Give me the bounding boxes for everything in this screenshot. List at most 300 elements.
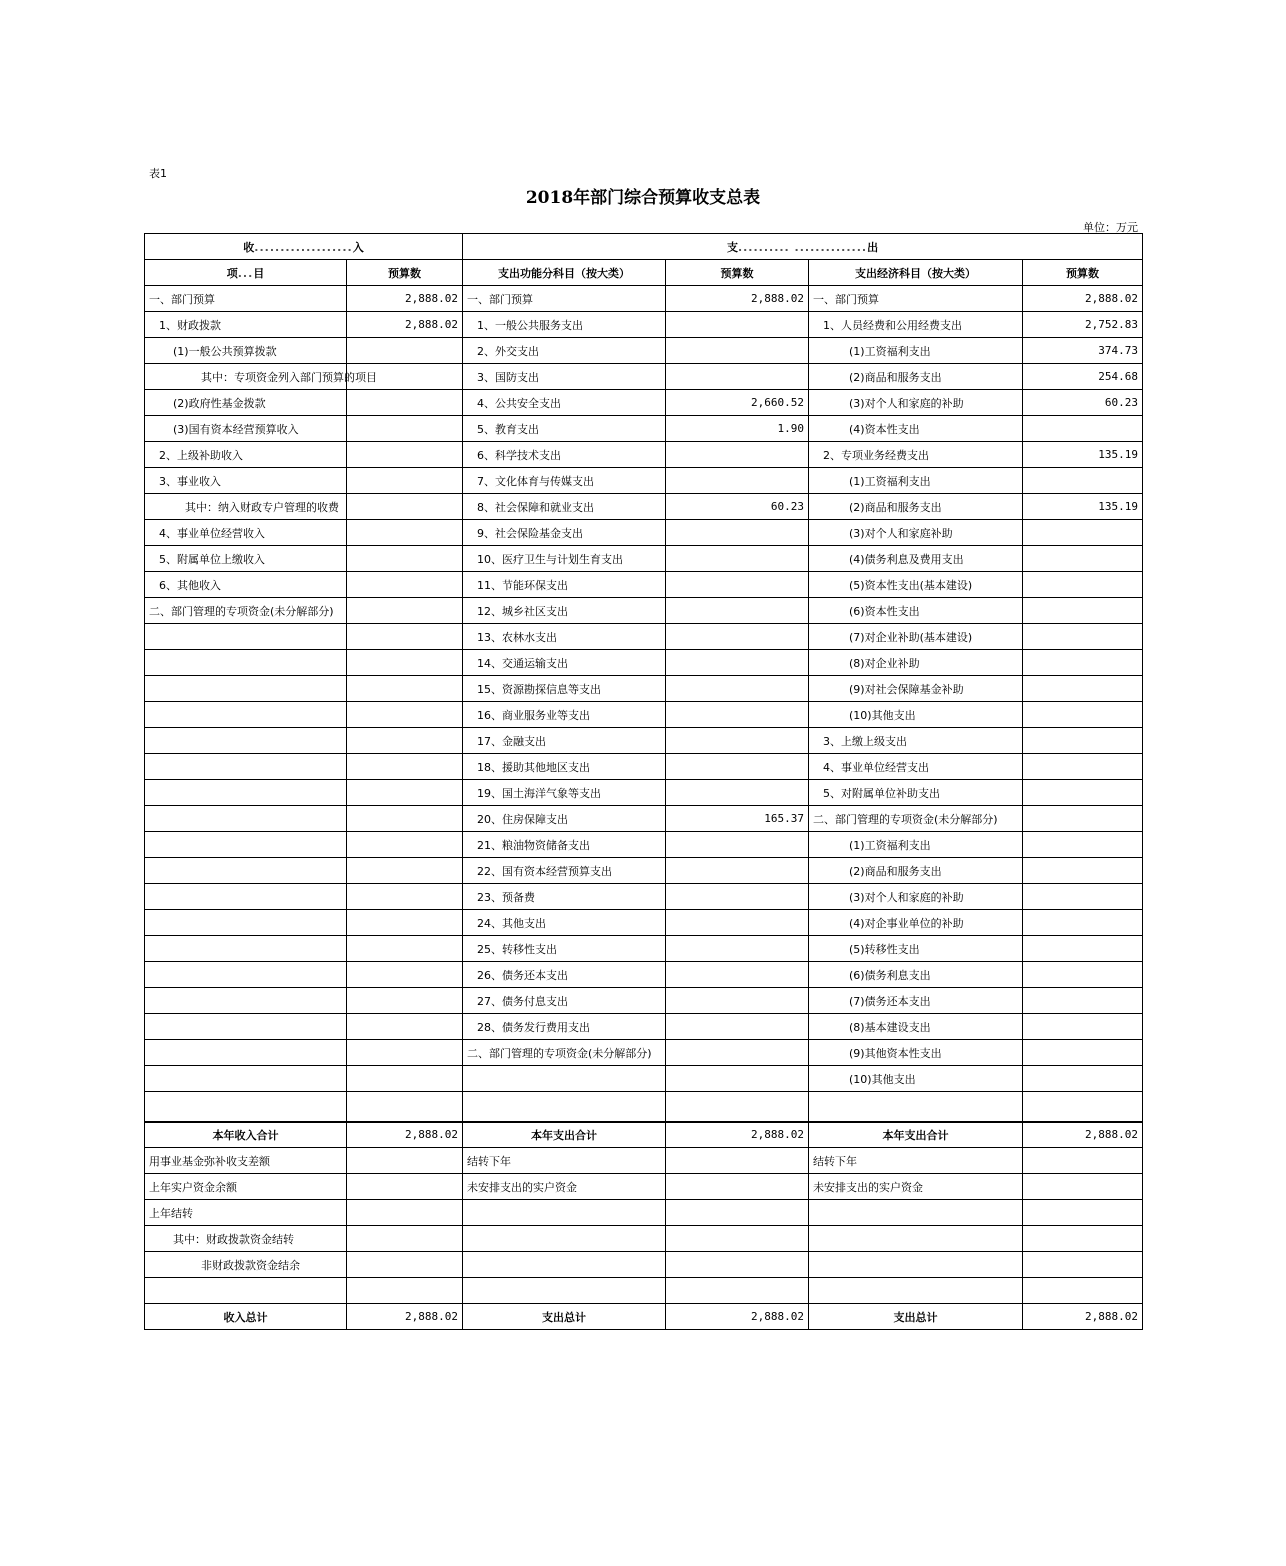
econ-item: (9)其他资本性支出 — [809, 1040, 1023, 1066]
econ-budget-value — [1023, 1040, 1143, 1066]
func-budget-value — [666, 780, 809, 806]
func-grand-value: 2,888.02 — [666, 1304, 809, 1330]
income-item: 1、财政拨款 — [145, 312, 347, 338]
econ-item: (10)其他支出 — [809, 1066, 1023, 1092]
col-header-budget-func: 预算数 — [666, 260, 809, 286]
econ-budget-value — [1023, 676, 1143, 702]
econ-budget-value — [1023, 1200, 1143, 1226]
func-item — [463, 1278, 666, 1304]
income-item — [145, 884, 347, 910]
econ-budget-value — [1023, 780, 1143, 806]
table-row — [145, 858, 1143, 884]
econ-budget-value: 2,888.02 — [1023, 286, 1143, 312]
income-budget-value — [347, 468, 463, 494]
table-row — [145, 780, 1143, 806]
econ-item: 2、专项业务经费支出 — [809, 442, 1023, 468]
income-budget-value — [347, 520, 463, 546]
income-item: (1)一般公共预算拨款 — [145, 338, 347, 364]
income-item — [145, 624, 347, 650]
table-row — [145, 1148, 1143, 1174]
econ-budget-value: 254.68 — [1023, 364, 1143, 390]
econ-budget-value: 60.23 — [1023, 390, 1143, 416]
table-row — [145, 676, 1143, 702]
econ-budget-value — [1023, 754, 1143, 780]
table-row — [145, 390, 1143, 416]
econ-item: (8)对企业补助 — [809, 650, 1023, 676]
func-item — [463, 1092, 666, 1122]
func-item — [463, 1252, 666, 1278]
expense-title-dots: .......... .............. — [737, 240, 868, 254]
table-row — [145, 494, 1143, 520]
func-item: 5、教育支出 — [463, 416, 666, 442]
col-header-func: 支出功能分科目（按大类） — [463, 260, 666, 286]
table-row — [145, 520, 1143, 546]
func-budget-value — [666, 650, 809, 676]
table-row — [145, 546, 1143, 572]
econ-item: 结转下年 — [809, 1148, 1023, 1174]
expense-title-start: 支 — [726, 240, 738, 254]
econ-budget-value — [1023, 1174, 1143, 1200]
econ-item: (3)对个人和家庭的补助 — [809, 884, 1023, 910]
income-item — [145, 806, 347, 832]
func-budget-value — [666, 364, 809, 390]
income-budget-value: 2,888.02 — [347, 312, 463, 338]
income-budget-value — [347, 1252, 463, 1278]
func-grand-label: 支出总计 — [463, 1304, 666, 1330]
income-item — [145, 1014, 347, 1040]
section-header-row — [145, 234, 1143, 260]
func-budget-value — [666, 598, 809, 624]
income-budget-value — [347, 1092, 463, 1122]
income-budget-value — [347, 442, 463, 468]
econ-budget-value — [1023, 702, 1143, 728]
econ-item: 二、部门管理的专项资金(未分解部分) — [809, 806, 1023, 832]
income-budget-value — [347, 780, 463, 806]
income-budget-value — [347, 702, 463, 728]
income-item: 其中：纳入财政专户管理的收费 — [145, 494, 347, 520]
income-section-header — [145, 234, 463, 260]
income-item — [145, 936, 347, 962]
income-item — [145, 832, 347, 858]
income-budget-value — [347, 1148, 463, 1174]
budget-table — [144, 233, 1143, 1330]
econ-item: (1)工资福利支出 — [809, 468, 1023, 494]
func-item: 18、援助其他地区支出 — [463, 754, 666, 780]
econ-budget-value: 2,752.83 — [1023, 312, 1143, 338]
table-row — [145, 598, 1143, 624]
income-item — [145, 1040, 347, 1066]
income-budget-value — [347, 676, 463, 702]
income-item: 3、事业收入 — [145, 468, 347, 494]
econ-item: 一、部门预算 — [809, 286, 1023, 312]
func-budget-value — [666, 338, 809, 364]
econ-item: (4)债务利息及费用支出 — [809, 546, 1023, 572]
func-item: 结转下年 — [463, 1148, 666, 1174]
econ-item — [809, 1252, 1023, 1278]
table-row — [145, 416, 1143, 442]
income-item — [145, 676, 347, 702]
income-total-value: 2,888.02 — [347, 1122, 463, 1148]
func-item: 21、粮油物资储备支出 — [463, 832, 666, 858]
income-item: 用事业基金弥补收支差额 — [145, 1148, 347, 1174]
income-item: 2、上级补助收入 — [145, 442, 347, 468]
func-item: 8、社会保障和就业支出 — [463, 494, 666, 520]
econ-budget-value — [1023, 832, 1143, 858]
econ-budget-value — [1023, 910, 1143, 936]
econ-item — [809, 1226, 1023, 1252]
econ-item: (1)工资福利支出 — [809, 832, 1023, 858]
income-budget-value — [347, 494, 463, 520]
income-budget-value — [347, 884, 463, 910]
func-budget-value — [666, 520, 809, 546]
col-header-item — [145, 260, 347, 286]
econ-budget-value — [1023, 962, 1143, 988]
func-budget-value — [666, 1226, 809, 1252]
table-row — [145, 1278, 1143, 1304]
func-item: 12、城乡社区支出 — [463, 598, 666, 624]
func-item: 26、债务还本支出 — [463, 962, 666, 988]
income-budget-value — [347, 1174, 463, 1200]
func-budget-value — [666, 728, 809, 754]
econ-budget-value — [1023, 416, 1143, 442]
func-item: 17、金融支出 — [463, 728, 666, 754]
func-item: 14、交通运输支出 — [463, 650, 666, 676]
econ-budget-value — [1023, 546, 1143, 572]
table-row — [145, 1014, 1143, 1040]
econ-budget-value — [1023, 650, 1143, 676]
func-budget-value — [666, 988, 809, 1014]
table-row — [145, 442, 1143, 468]
income-budget-value — [347, 754, 463, 780]
table-row — [145, 728, 1143, 754]
column-header-row — [145, 260, 1143, 286]
income-budget-value — [347, 650, 463, 676]
table-row — [145, 364, 1143, 390]
income-budget-value — [347, 806, 463, 832]
func-budget-value — [666, 1252, 809, 1278]
income-item: 4、事业单位经营收入 — [145, 520, 347, 546]
income-grand-value: 2,888.02 — [347, 1304, 463, 1330]
income-budget-value — [347, 1040, 463, 1066]
econ-item: (3)对个人和家庭的补助 — [809, 390, 1023, 416]
func-budget-value — [666, 832, 809, 858]
func-budget-value: 2,660.52 — [666, 390, 809, 416]
func-item: 16、商业服务业等支出 — [463, 702, 666, 728]
econ-budget-value — [1023, 936, 1143, 962]
econ-total-value: 2,888.02 — [1023, 1122, 1143, 1148]
econ-budget-value — [1023, 1014, 1143, 1040]
econ-item: (8)基本建设支出 — [809, 1014, 1023, 1040]
col-item-dots: ... — [237, 266, 254, 280]
table-row — [145, 806, 1143, 832]
table-row — [145, 1226, 1143, 1252]
func-total-value: 2,888.02 — [666, 1122, 809, 1148]
econ-item: (4)资本性支出 — [809, 416, 1023, 442]
income-item: 二、部门管理的专项资金(未分解部分) — [145, 598, 347, 624]
econ-budget-value — [1023, 988, 1143, 1014]
func-budget-value: 2,888.02 — [666, 286, 809, 312]
income-item: 非财政拨款资金结余 — [145, 1252, 347, 1278]
income-budget-value — [347, 572, 463, 598]
income-budget-value — [347, 1066, 463, 1092]
grand-total-row — [145, 1304, 1143, 1330]
func-budget-value — [666, 754, 809, 780]
table-row — [145, 312, 1143, 338]
econ-item — [809, 1200, 1023, 1226]
func-budget-value — [666, 1066, 809, 1092]
income-budget-value: 2,888.02 — [347, 286, 463, 312]
func-item: 未安排支出的实户资金 — [463, 1174, 666, 1200]
func-budget-value — [666, 1278, 809, 1304]
econ-item: (4)对企事业单位的补助 — [809, 910, 1023, 936]
income-item: (3)国有资本经营预算收入 — [145, 416, 347, 442]
econ-budget-value — [1023, 1092, 1143, 1122]
income-item — [145, 754, 347, 780]
func-budget-value — [666, 1092, 809, 1122]
econ-item: (2)商品和服务支出 — [809, 494, 1023, 520]
func-item: 24、其他支出 — [463, 910, 666, 936]
func-budget-value — [666, 1040, 809, 1066]
func-budget-value — [666, 884, 809, 910]
func-item: 2、外交支出 — [463, 338, 666, 364]
func-item: 4、公共安全支出 — [463, 390, 666, 416]
func-budget-value — [666, 936, 809, 962]
income-budget-value — [347, 624, 463, 650]
func-budget-value — [666, 572, 809, 598]
income-item: 一、部门预算 — [145, 286, 347, 312]
income-item — [145, 1278, 347, 1304]
econ-item: (3)对个人和家庭补助 — [809, 520, 1023, 546]
table-row — [145, 624, 1143, 650]
table-row — [145, 1174, 1143, 1200]
income-budget-value — [347, 936, 463, 962]
income-budget-value — [347, 910, 463, 936]
table-row — [145, 962, 1143, 988]
table-row — [145, 1252, 1143, 1278]
income-item: 6、其他收入 — [145, 572, 347, 598]
income-item: (2)政府性基金拨款 — [145, 390, 347, 416]
income-item — [145, 962, 347, 988]
func-item: 二、部门管理的专项资金(未分解部分) — [463, 1040, 666, 1066]
income-item — [145, 1092, 347, 1122]
func-budget-value — [666, 442, 809, 468]
econ-budget-value — [1023, 1066, 1143, 1092]
col-header-budget-income: 预算数 — [347, 260, 463, 286]
func-item: 27、债务付息支出 — [463, 988, 666, 1014]
expense-title-end: 出 — [867, 240, 879, 254]
func-budget-value — [666, 910, 809, 936]
income-item — [145, 988, 347, 1014]
income-budget-value — [347, 962, 463, 988]
income-budget-value — [347, 1014, 463, 1040]
func-budget-value: 1.90 — [666, 416, 809, 442]
econ-item: (1)工资福利支出 — [809, 338, 1023, 364]
income-budget-value — [347, 988, 463, 1014]
table-row — [145, 650, 1143, 676]
econ-budget-value: 135.19 — [1023, 442, 1143, 468]
econ-budget-value — [1023, 1148, 1143, 1174]
income-budget-value — [347, 338, 463, 364]
income-item — [145, 780, 347, 806]
table-row — [145, 1092, 1143, 1122]
func-item: 20、住房保障支出 — [463, 806, 666, 832]
income-item: 5、附属单位上缴收入 — [145, 546, 347, 572]
income-item: 其中：财政拨款资金结转 — [145, 1226, 347, 1252]
table-row — [145, 338, 1143, 364]
income-item — [145, 650, 347, 676]
econ-item: 4、事业单位经营支出 — [809, 754, 1023, 780]
expense-section-header — [463, 234, 1143, 260]
income-item — [145, 858, 347, 884]
econ-item: (5)资本性支出(基本建设) — [809, 572, 1023, 598]
econ-budget-value — [1023, 572, 1143, 598]
table-label: 表1 — [149, 167, 167, 180]
income-total-label: 本年收入合计 — [145, 1122, 347, 1148]
func-budget-value — [666, 624, 809, 650]
econ-budget-value: 374.73 — [1023, 338, 1143, 364]
func-budget-value: 165.37 — [666, 806, 809, 832]
econ-budget-value: 135.19 — [1023, 494, 1143, 520]
col-item-end: 目 — [253, 266, 265, 280]
econ-item: (5)转移性支出 — [809, 936, 1023, 962]
econ-budget-value — [1023, 1252, 1143, 1278]
econ-budget-value — [1023, 806, 1143, 832]
table-row — [145, 1040, 1143, 1066]
func-item: 11、节能环保支出 — [463, 572, 666, 598]
func-item: 6、科学技术支出 — [463, 442, 666, 468]
func-item: 15、资源勘探信息等支出 — [463, 676, 666, 702]
func-item: 10、医疗卫生与计划生育支出 — [463, 546, 666, 572]
income-item — [145, 1066, 347, 1092]
income-budget-value — [347, 832, 463, 858]
func-total-label: 本年支出合计 — [463, 1122, 666, 1148]
income-budget-value — [347, 1226, 463, 1252]
func-item: 22、国有资本经营预算支出 — [463, 858, 666, 884]
func-item: 28、债务发行费用支出 — [463, 1014, 666, 1040]
econ-item: (7)债务还本支出 — [809, 988, 1023, 1014]
econ-budget-value — [1023, 598, 1143, 624]
econ-budget-value — [1023, 728, 1143, 754]
func-budget-value: 60.23 — [666, 494, 809, 520]
col-header-budget-econ: 预算数 — [1023, 260, 1143, 286]
income-title-end: 入 — [352, 240, 364, 254]
func-budget-value — [666, 1200, 809, 1226]
econ-item: 3、上缴上级支出 — [809, 728, 1023, 754]
econ-item: 1、人员经费和公用经费支出 — [809, 312, 1023, 338]
econ-item — [809, 1092, 1023, 1122]
func-budget-value — [666, 676, 809, 702]
func-item: 7、文化体育与传媒支出 — [463, 468, 666, 494]
func-item: 一、部门预算 — [463, 286, 666, 312]
econ-grand-value: 2,888.02 — [1023, 1304, 1143, 1330]
func-item: 25、转移性支出 — [463, 936, 666, 962]
func-item: 19、国土海洋气象等支出 — [463, 780, 666, 806]
income-grand-label: 收入总计 — [145, 1304, 347, 1330]
econ-item: (10)其他支出 — [809, 702, 1023, 728]
func-item: 9、社会保险基金支出 — [463, 520, 666, 546]
table-row — [145, 832, 1143, 858]
func-item: 3、国防支出 — [463, 364, 666, 390]
func-item: 1、一般公共服务支出 — [463, 312, 666, 338]
col-item-start: 项 — [226, 266, 238, 280]
income-item: 其中：专项资金列入部门预算的项目 — [145, 364, 347, 390]
income-item — [145, 728, 347, 754]
econ-item: 5、对附属单位补助支出 — [809, 780, 1023, 806]
income-budget-value — [347, 598, 463, 624]
table-row — [145, 1066, 1143, 1092]
econ-budget-value — [1023, 858, 1143, 884]
income-budget-value — [347, 1200, 463, 1226]
income-title-dots: ................... — [254, 240, 353, 254]
econ-item: (2)商品和服务支出 — [809, 858, 1023, 884]
func-budget-value — [666, 962, 809, 988]
func-item — [463, 1226, 666, 1252]
income-budget-value — [347, 416, 463, 442]
table-row — [145, 936, 1143, 962]
table-row — [145, 702, 1143, 728]
income-budget-value — [347, 858, 463, 884]
econ-item: (6)资本性支出 — [809, 598, 1023, 624]
econ-budget-value — [1023, 468, 1143, 494]
income-item: 上年结转 — [145, 1200, 347, 1226]
econ-item: (6)债务利息支出 — [809, 962, 1023, 988]
func-item — [463, 1066, 666, 1092]
income-item — [145, 910, 347, 936]
econ-item: (9)对社会保障基金补助 — [809, 676, 1023, 702]
econ-budget-value — [1023, 1278, 1143, 1304]
page-title: 2018年部门综合预算收支总表 — [525, 188, 761, 208]
econ-budget-value — [1023, 520, 1143, 546]
func-budget-value — [666, 312, 809, 338]
econ-item — [809, 1278, 1023, 1304]
func-budget-value — [666, 858, 809, 884]
econ-budget-value — [1023, 624, 1143, 650]
func-budget-value — [666, 1014, 809, 1040]
table-row — [145, 286, 1143, 312]
table-row — [145, 754, 1143, 780]
table-row — [145, 468, 1143, 494]
econ-item: (2)商品和服务支出 — [809, 364, 1023, 390]
table-row — [145, 910, 1143, 936]
income-budget-value — [347, 728, 463, 754]
income-budget-value — [347, 390, 463, 416]
func-item — [463, 1200, 666, 1226]
func-budget-value — [666, 468, 809, 494]
annual-total-row — [145, 1122, 1143, 1148]
econ-grand-label: 支出总计 — [809, 1304, 1023, 1330]
econ-budget-value — [1023, 1226, 1143, 1252]
income-budget-value — [347, 1278, 463, 1304]
income-title-start: 收 — [243, 240, 255, 254]
econ-item: 未安排支出的实户资金 — [809, 1174, 1023, 1200]
func-budget-value — [666, 1174, 809, 1200]
income-budget-value — [347, 546, 463, 572]
func-item: 13、农林水支出 — [463, 624, 666, 650]
table-row — [145, 988, 1143, 1014]
table-row — [145, 572, 1143, 598]
func-budget-value — [666, 546, 809, 572]
econ-total-label: 本年支出合计 — [809, 1122, 1023, 1148]
func-budget-value — [666, 702, 809, 728]
econ-budget-value — [1023, 884, 1143, 910]
func-budget-value — [666, 1148, 809, 1174]
income-item: 上年实户资金余额 — [145, 1174, 347, 1200]
col-header-econ: 支出经济科目（按大类） — [809, 260, 1023, 286]
table-row — [145, 884, 1143, 910]
econ-item: (7)对企业补助(基本建设) — [809, 624, 1023, 650]
func-item: 23、预备费 — [463, 884, 666, 910]
table-row — [145, 1200, 1143, 1226]
